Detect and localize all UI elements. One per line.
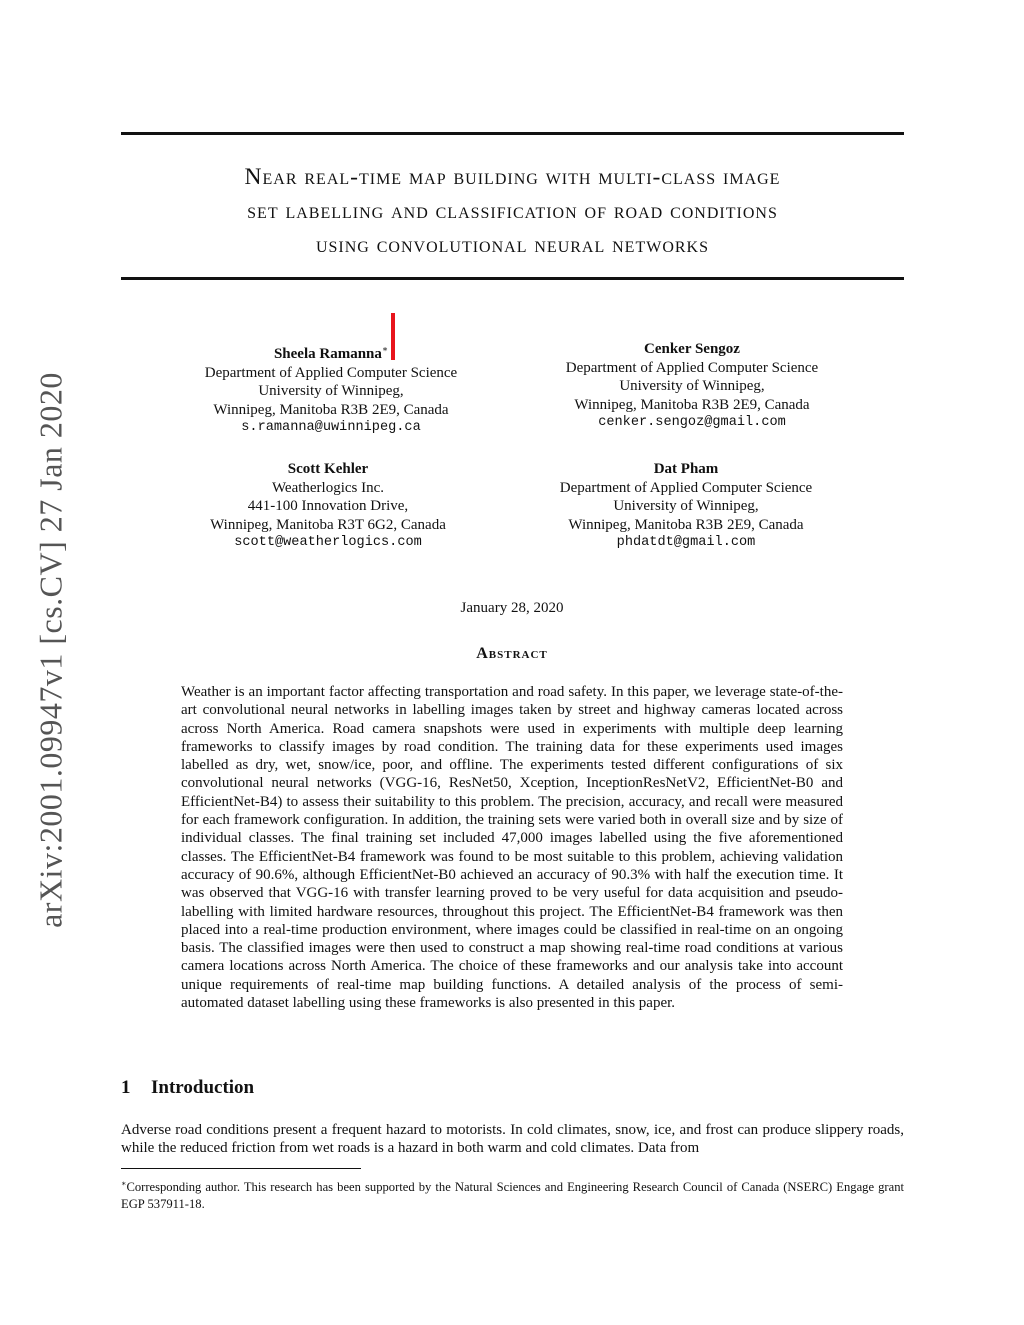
abstract-text: Weather is an important factor affecting transportation and road safety. In this paper, we leverage state-of-the-art convolutional neural networks in labelling images taken by street and highway cameras located across across North America. Road camera snapshots were used in experiments with multiple deep learning frameworks to classify images by road condition. The training data for these experiments used images labelled as dry, wet, snow/ice, poor, and offline. The experiments tested different configurations of six convolutional neural networks (VGG-16, ResNet50, Xception, InceptionResNetV2, EfficientNet-B0 and EfficientNet-B4) to assess their suitability to this problem. The precision, accuracy, and recall were measured for each framework configuration. In addition, the training sets were varied both in overall size and by size of individual classes. The final training set included 47,000 images labelled using the five aforementioned classes. The EfficientNet-B4 framework was found to be most suitable to this problem, achieving validation accuracy of 90.6%, although EfficientNet-B0 achieved an accuracy of 90.3% with half the execution time. It was observed that VGG-16 with transfer learning proved to be very useful for data acquisition and pseudo-labelling with limited hardware resources, throughout this project. The EfficientNet-B4 framework was then placed into a real-time production environment, where images could be classified in real-time on an ongoing basis. The classified images were then used to construct a map showing real-time road conditions at various camera locations across North America. The choice of these frameworks and our analysis take into account unique requirements of real-time map building functions. A detailed analysis of the process of semi-automated dataset labelling using these frameworks is also presented in this paper. — [181, 684, 843, 1012]
arxiv-identifier: arXiv:2001.09947v1 [cs.CV] 27 Jan 2020 — [32, 372, 69, 928]
author-email[interactable]: s.ramanna@uwinnipeg.ca — [241, 420, 421, 435]
author-block-kehler — [158, 460, 498, 553]
author-footnote-mark: ∗ — [381, 344, 389, 354]
footnote — [121, 1175, 904, 1213]
author-affiliation: Winnipeg, Manitoba R3B 2E9, Canada — [574, 396, 810, 413]
title-line-3: using convolutional neural networks — [315, 232, 710, 258]
author-name: Scott Kehler — [287, 461, 369, 477]
author-affiliation: University of Winnipeg, — [613, 498, 759, 514]
title-line-2: set labelling and classification of road conditions — [247, 198, 778, 224]
author-email[interactable]: phdatdt@gmail.com — [616, 535, 756, 550]
paper-date: January 28, 2020 — [460, 600, 564, 616]
title-top-rule — [121, 132, 904, 135]
author-affiliation: Winnipeg, Manitoba R3B 2E9, Canada — [568, 516, 804, 533]
footnote-mark: ∗ — [121, 1179, 127, 1188]
author-block-ramanna — [161, 340, 501, 438]
author-name: Dat Pham — [653, 461, 719, 477]
author-affiliation: Weatherlogics Inc. — [271, 479, 385, 496]
author-email[interactable]: cenker.sengoz@gmail.com — [598, 415, 786, 430]
section-number: 1 — [121, 1077, 131, 1098]
author-name: Sheela Ramanna∗ — [273, 344, 389, 362]
author-email[interactable]: scott@weatherlogics.com — [234, 535, 422, 550]
author-affiliation: Department of Applied Computer Science — [565, 359, 819, 376]
author-affiliation: Winnipeg, Manitoba R3B 2E9, Canada — [213, 401, 449, 418]
author-affiliation: 441-100 Innovation Drive, — [247, 498, 409, 514]
author-affiliation: Department of Applied Computer Science — [559, 479, 813, 496]
author-affiliation: University of Winnipeg, — [258, 383, 404, 399]
author-affiliation: University of Winnipeg, — [619, 378, 765, 394]
title-bottom-rule — [121, 277, 904, 280]
footnote-text: Corresponding author. This research has been supported by the Natural Sciences and Engineering Research Council of Canada (NSERC) Engage grant EGP 537911-18. — [121, 1180, 904, 1212]
introduction-text: Adverse road conditions present a frequent hazard to motorists. In cold climates, snow, ice, and frost can produce slippery roads, while the reduced friction from wet roads is a hazard in both warm and cold climates. Data from — [121, 1122, 904, 1157]
footnote-rule — [121, 1168, 361, 1169]
section-heading — [121, 1077, 254, 1099]
paper-title — [121, 160, 904, 262]
author-affiliation: Winnipeg, Manitoba R3T 6G2, Canada — [210, 516, 446, 533]
author-block-pham — [516, 460, 856, 553]
author-name: Cenker Sengoz — [644, 341, 740, 357]
title-line-1: Near real-time map building with multi-class image — [244, 164, 781, 190]
abstract-heading: Abstract — [476, 645, 548, 662]
author-affiliation: Department of Applied Computer Science — [204, 364, 458, 381]
section-title: Introduction — [151, 1077, 255, 1098]
author-block-sengoz — [522, 340, 862, 433]
